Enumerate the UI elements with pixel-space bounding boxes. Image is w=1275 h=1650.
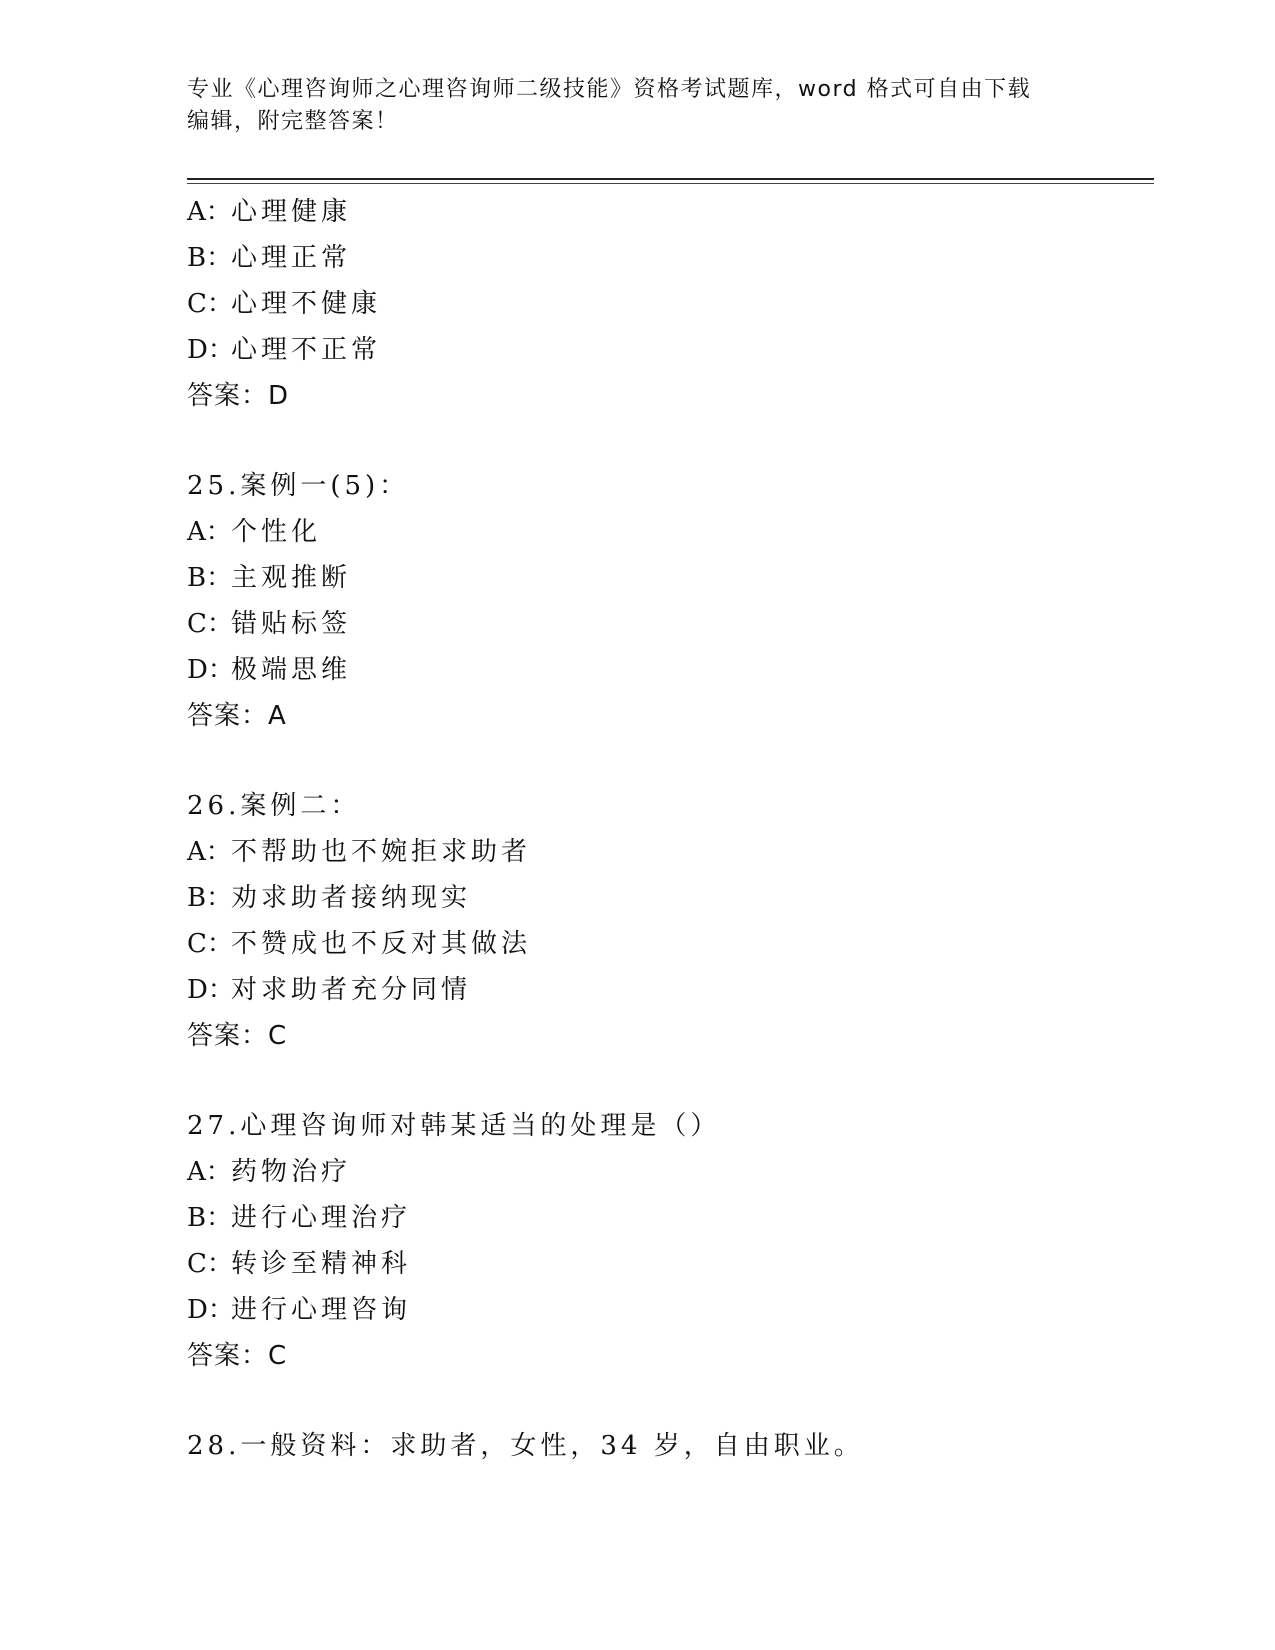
header-divider-thick xyxy=(187,178,1154,180)
option-text: 进行心理咨询 xyxy=(231,1295,412,1325)
option-d xyxy=(187,327,1147,373)
option-text: 对求助者充分同情 xyxy=(231,975,472,1005)
option-letter: A： xyxy=(187,1157,232,1187)
option-c xyxy=(187,1241,1147,1287)
option-text: 不赞成也不反对其做法 xyxy=(231,929,532,959)
option-letter: A： xyxy=(187,517,232,547)
question-block xyxy=(187,783,1147,1059)
option-c xyxy=(187,281,1147,327)
answer-line: 答案：C xyxy=(187,1341,288,1371)
option-letter: D： xyxy=(187,1295,234,1325)
question-block xyxy=(187,1103,1147,1379)
option-letter: B： xyxy=(187,563,233,593)
question-block xyxy=(187,463,1147,739)
option-text: 错贴标签 xyxy=(231,609,352,639)
question-block xyxy=(187,189,1147,419)
option-letter: C： xyxy=(187,289,233,319)
option-text: 心理不正常 xyxy=(231,335,382,365)
option-text: 劝求助者接纳现实 xyxy=(231,883,472,913)
question-stem: 28.一般资料：求助者，女性，34 岁，自由职业。 xyxy=(187,1431,864,1461)
option-text: 转诊至精神科 xyxy=(231,1249,412,1279)
option-letter: B： xyxy=(187,243,233,273)
option-text: 极端思维 xyxy=(231,655,352,685)
option-c xyxy=(187,921,1147,967)
spacer xyxy=(187,1059,1147,1103)
option-b xyxy=(187,875,1147,921)
option-text: 进行心理治疗 xyxy=(231,1203,412,1233)
answer-line: 答案：D xyxy=(187,381,290,411)
option-text: 心理正常 xyxy=(231,243,352,273)
option-letter: D： xyxy=(187,335,234,365)
answer-line: 答案：C xyxy=(187,1021,288,1051)
option-text: 个性化 xyxy=(231,517,322,547)
document-header xyxy=(187,74,1067,138)
option-letter: C： xyxy=(187,1249,233,1279)
option-text: 心理不健康 xyxy=(231,289,382,319)
header-line-1: 专业《心理咨询师之心理咨询师二级技能》资格考试题库，word 格式可自由下载 xyxy=(187,77,1032,102)
option-text: 不帮助也不婉拒求助者 xyxy=(231,837,532,867)
question-stem: 25.案例一(5)： xyxy=(187,471,410,501)
spacer xyxy=(187,419,1147,463)
option-b xyxy=(187,1195,1147,1241)
option-b xyxy=(187,555,1147,601)
header-divider-thin xyxy=(187,183,1154,184)
option-a xyxy=(187,829,1147,875)
option-a xyxy=(187,1149,1147,1195)
option-text: 药物治疗 xyxy=(231,1157,352,1187)
option-d xyxy=(187,647,1147,693)
option-a xyxy=(187,189,1147,235)
spacer xyxy=(187,739,1147,783)
option-d xyxy=(187,1287,1147,1333)
option-b xyxy=(187,235,1147,281)
question-stem: 26.案例二： xyxy=(187,791,361,821)
answer-line: 答案：A xyxy=(187,701,287,731)
option-letter: A： xyxy=(187,837,232,867)
option-text: 主观推断 xyxy=(231,563,352,593)
option-c xyxy=(187,601,1147,647)
option-letter: B： xyxy=(187,883,233,913)
spacer xyxy=(187,1379,1147,1423)
option-d xyxy=(187,967,1147,1013)
option-letter: C： xyxy=(187,929,233,959)
option-letter: D： xyxy=(187,975,234,1005)
option-letter: C： xyxy=(187,609,233,639)
question-list xyxy=(187,189,1147,1469)
option-a xyxy=(187,509,1147,555)
header-line-2: 编辑，附完整答案！ xyxy=(187,109,399,134)
question-stem: 27.心理咨询师对韩某适当的处理是（） xyxy=(187,1111,721,1141)
option-letter: A： xyxy=(187,197,232,227)
option-letter: D： xyxy=(187,655,234,685)
option-letter: B： xyxy=(187,1203,233,1233)
option-text: 心理健康 xyxy=(231,197,352,227)
